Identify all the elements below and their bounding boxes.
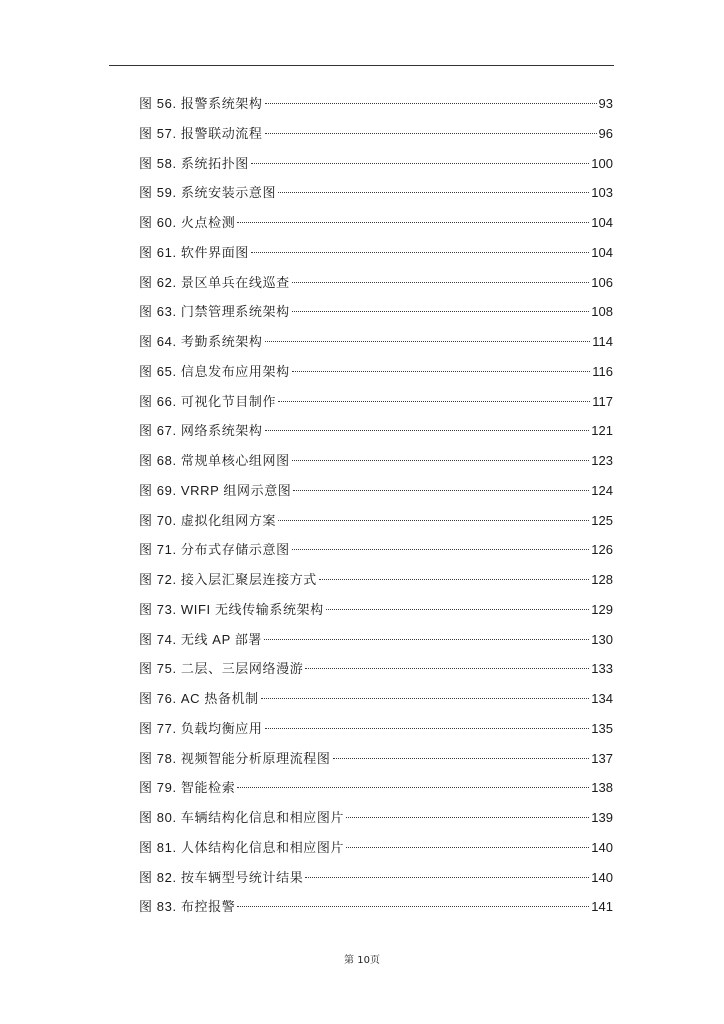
toc-entry-page: 129 xyxy=(591,601,613,617)
toc-entry[interactable] xyxy=(139,773,613,803)
toc-dot-leader xyxy=(265,103,597,104)
toc-entry-page: 135 xyxy=(591,720,613,736)
toc-dot-leader xyxy=(237,222,589,223)
toc-entry-label: 图 72. 接入层汇聚层连接方式 xyxy=(139,572,317,587)
toc-entry[interactable] xyxy=(139,744,613,774)
toc-entry[interactable] xyxy=(139,654,613,684)
toc-entry-page: 100 xyxy=(591,155,613,171)
toc-entry-label: 图 60. 火点检测 xyxy=(139,215,236,230)
toc-entry[interactable] xyxy=(139,238,613,268)
toc-entry[interactable] xyxy=(139,714,613,744)
toc-entry-page: 108 xyxy=(591,304,613,320)
toc-entry[interactable] xyxy=(139,327,613,357)
toc-entry[interactable] xyxy=(139,297,613,327)
toc-entry[interactable] xyxy=(139,149,613,179)
toc-dot-leader xyxy=(278,192,589,193)
toc-entry[interactable] xyxy=(139,565,613,595)
toc-entry-page: 117 xyxy=(592,393,613,409)
toc-entry-label: 图 67. 网络系统架构 xyxy=(139,423,263,439)
toc-dot-leader xyxy=(305,668,589,669)
toc-entry[interactable] xyxy=(139,833,613,863)
toc-entry-page: 121 xyxy=(591,423,613,439)
toc-entry-page: 96 xyxy=(598,125,613,141)
toc-entry[interactable] xyxy=(139,446,613,476)
toc-dot-leader xyxy=(251,252,589,253)
toc-entry-label: 图 70. 虚拟化组网方案 xyxy=(139,512,277,528)
toc-entry-label: 图 62. 景区单兵在线巡查 xyxy=(139,274,290,290)
toc-entry-page: 133 xyxy=(591,661,613,677)
toc-dot-leader xyxy=(305,877,589,878)
toc-entry[interactable] xyxy=(139,476,613,506)
toc-entry[interactable] xyxy=(139,625,613,655)
toc-entry-label: 图 68. 常规单核心组网图 xyxy=(139,453,290,468)
toc-entry-page: 125 xyxy=(591,512,613,528)
toc-dot-leader xyxy=(292,460,590,461)
toc-entry-page: 123 xyxy=(591,453,613,468)
toc-entry-label: 图 71. 分布式存储示意图 xyxy=(139,542,290,558)
toc-dot-leader xyxy=(292,282,590,283)
toc-dot-leader xyxy=(346,847,589,848)
toc-entry-label: 图 63. 门禁管理系统架构 xyxy=(139,304,290,320)
toc-entry-page: 126 xyxy=(591,542,613,558)
toc-entry[interactable] xyxy=(139,387,613,417)
toc-entry-page: 124 xyxy=(591,482,613,498)
toc-entry-page: 138 xyxy=(591,780,613,796)
toc-dot-leader xyxy=(326,609,590,610)
toc-dot-leader xyxy=(278,401,590,402)
toc-entry-label: 图 76. AC 热备机制 xyxy=(139,691,259,706)
toc-entry[interactable] xyxy=(139,178,613,208)
toc-entry-label: 图 77. 负载均衡应用 xyxy=(139,720,263,736)
toc-entry-page: 140 xyxy=(591,839,613,855)
toc-dot-leader xyxy=(265,341,591,342)
toc-entry-page: 103 xyxy=(591,185,613,201)
toc-entry-label: 图 65. 信息发布应用架构 xyxy=(139,363,290,379)
toc-entry-label: 图 78. 视频智能分析原理流程图 xyxy=(139,750,331,766)
toc-entry-label: 图 79. 智能检索 xyxy=(139,780,236,796)
toc-entry[interactable] xyxy=(139,535,613,565)
header-rule xyxy=(109,65,614,66)
toc-dot-leader xyxy=(319,579,589,580)
toc-dot-leader xyxy=(265,133,597,134)
toc-entry-label: 图 56. 报警系统架构 xyxy=(139,96,263,111)
toc-entry-label: 图 66. 可视化节目制作 xyxy=(139,393,277,409)
toc-entry[interactable] xyxy=(139,416,613,446)
toc-entry[interactable] xyxy=(139,803,613,833)
toc-entry-page: 130 xyxy=(591,631,613,647)
toc-entry-page: 114 xyxy=(592,334,613,349)
toc-dot-leader xyxy=(237,787,589,788)
toc-entry-label: 图 73. WIFI 无线传输系统架构 xyxy=(139,601,324,617)
toc-dot-leader xyxy=(264,639,589,640)
toc-entry[interactable] xyxy=(139,119,613,149)
toc-dot-leader xyxy=(237,906,589,907)
toc-entry-page: 134 xyxy=(591,691,613,706)
figure-toc-list xyxy=(139,89,613,922)
toc-dot-leader xyxy=(292,371,591,372)
toc-entry-label: 图 69. VRRP 组网示意图 xyxy=(139,482,292,498)
toc-dot-leader xyxy=(265,728,590,729)
toc-dot-leader xyxy=(346,817,589,818)
toc-entry-label: 图 82. 按车辆型号统计结果 xyxy=(139,869,304,885)
toc-entry[interactable] xyxy=(139,863,613,893)
toc-entry-label: 图 83. 布控报警 xyxy=(139,899,236,915)
toc-entry[interactable] xyxy=(139,357,613,387)
toc-entry-label: 图 57. 报警联动流程 xyxy=(139,125,263,141)
toc-entry-label: 图 64. 考勤系统架构 xyxy=(139,334,263,349)
toc-dot-leader xyxy=(293,490,589,491)
toc-entry-page: 93 xyxy=(598,96,613,111)
toc-dot-leader xyxy=(292,549,590,550)
toc-entry-label: 图 59. 系统安装示意图 xyxy=(139,185,277,201)
toc-dot-leader xyxy=(333,758,590,759)
toc-entry-label: 图 74. 无线 AP 部署 xyxy=(139,631,263,647)
toc-entry-page: 139 xyxy=(591,810,613,825)
toc-dot-leader xyxy=(292,311,590,312)
toc-entry-label: 图 61. 软件界面图 xyxy=(139,244,249,260)
toc-dot-leader xyxy=(265,430,590,431)
toc-entry[interactable] xyxy=(139,208,613,238)
toc-entry[interactable] xyxy=(139,506,613,536)
toc-entry-label: 图 81. 人体结构化信息和相应图片 xyxy=(139,839,345,855)
toc-entry-label: 图 80. 车辆结构化信息和相应图片 xyxy=(139,810,345,825)
toc-entry[interactable] xyxy=(139,268,613,298)
toc-entry-page: 141 xyxy=(591,899,613,915)
toc-entry[interactable] xyxy=(139,892,613,922)
toc-entry-page: 106 xyxy=(591,274,613,290)
toc-entry-page: 137 xyxy=(591,750,613,766)
toc-dot-leader xyxy=(278,520,589,521)
toc-entry[interactable] xyxy=(139,595,613,625)
toc-entry-label: 图 58. 系统拓扑图 xyxy=(139,155,249,171)
toc-entry-page: 116 xyxy=(592,363,613,379)
toc-dot-leader xyxy=(251,163,589,164)
toc-entry-page: 128 xyxy=(591,572,613,587)
toc-entry[interactable] xyxy=(139,89,613,119)
toc-entry[interactable] xyxy=(139,684,613,714)
toc-entry-page: 104 xyxy=(591,215,613,230)
toc-entry-label: 图 75. 二层、三层网络漫游 xyxy=(139,661,304,677)
toc-dot-leader xyxy=(261,698,590,699)
toc-entry-page: 104 xyxy=(591,244,613,260)
toc-entry-page: 140 xyxy=(591,869,613,885)
page-number: 第 10页 xyxy=(344,955,380,966)
